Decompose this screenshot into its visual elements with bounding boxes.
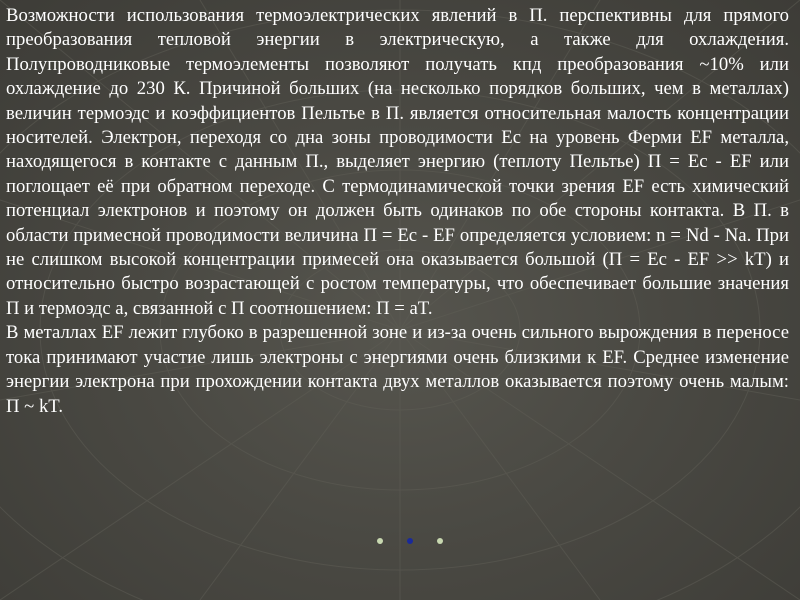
- dot-icon-middle: [407, 538, 413, 544]
- paragraph-thermoelectric: Возможности использования термоэлектрических явлений в П. перспективны для прямого преобразования тепловой энергии в электрическую, а также для охлаждения. Полупроводниковые термоэлементы позволяют получать кпд преобразования ~10% или охлаждение до 230 К. Причиной больших (на несколько порядков больших, чем в металлах) величин термоэдс и коэффициентов Пельтье в П. является относительная малость концентрации носителей. Электрон, переходя со дна зоны проводимости Ec на уровень Ферми EF металла, находящегося в контакте с данным П., выделяет энергию (теплоту Пельтье) П = Ec - EF или поглощает её при обратном переходе. С термодинамической точки зрения EF есть химический потенциал электронов и поэтому он должен быть одинаков по обе стороны контакта. В П. в области примесной проводимости величина П = Ec - EF определяется условием: n = Nd - Na. При не слишком высокой концентрации примесей она оказывается большой (П = Ec - EF >> kT) и относительно быстро возрастающей с ростом температуры, что обеспечивает большие значения П и термоэдс a, связанной с П соотношением: П = aT.: [6, 5, 789, 319]
- dot-icon-left: [377, 538, 383, 544]
- navigation-dots: [373, 533, 453, 547]
- dot-icon-right: [437, 538, 443, 544]
- slide-body-text: [6, 4, 789, 419]
- paragraph-metals: В металлах EF лежит глубоко в разрешенной зоне и из-за очень сильного вырождения в переносе тока принимают участие лишь электроны с энергиями очень близкими к EF. Среднее изменение энергии электрона при прохождении контакта двух металлов оказывается поэтому очень малым: П ~ kT.: [6, 322, 789, 417]
